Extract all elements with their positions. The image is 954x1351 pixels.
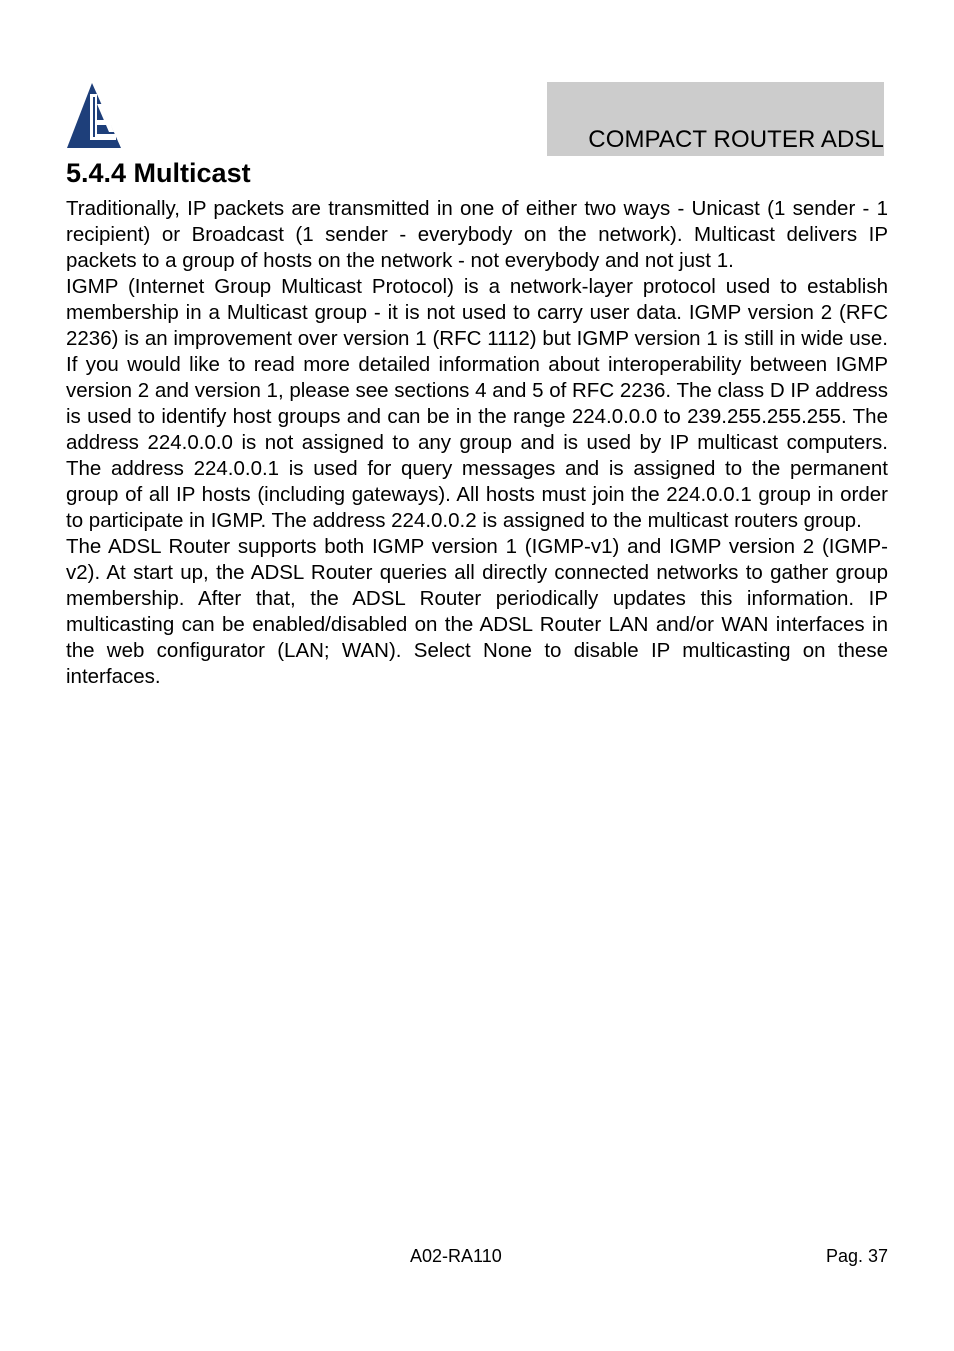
header-title-box [547,82,884,156]
footer-model-code: A02-RA110 [410,1246,502,1266]
paragraph-adsl-router-support: The ADSL Router supports both IGMP version 1 (IGMP-v1) and IGMP version 2 (IGMP-v2). At start up, the ADSL Router queries all directly connected networks to gather group membership. After that, the ADSL Router periodically updates this information. IP multicasting can be enabled/disabled on the ADSL Router LAN and/or WAN interfaces in the web configurator (LAN; WAN). Select None to disable IP multicasting on these interfaces. [66,535,888,688]
paragraph-igmp: IGMP (Internet Group Multicast Protocol) is a network-layer protocol used to establish membership in a Multicast group - it is not used to carry user data. IGMP version 2 (RFC 2236) is an improvement over version 1 (RFC 1112) but IGMP version 1 is still in wide use. If you would like to read more detailed information about interoperability between IGMP version 2 and version 1, please see sections 4 and 5 of RFC 2236. The class D IP address is used to identify host groups and can be in the range 224.0.0.0 to 239.255.255.255. The address 224.0.0.0 is not assigned to any group and is used by IP multicast computers. The address 224.0.0.1 is used for query messages and is assigned to the permanent group of all IP hosts (including gateways). All hosts must join the 224.0.0.1 group in order to participate in IGMP. The address 224.0.0.2 is assigned to the multicast routers group. [66,275,888,532]
section-body [66,196,888,690]
paragraph-unicast-broadcast: Traditionally, IP packets are transmitted in one of either two ways - Unicast (1 sender - 1 recipient) or Broadcast (1 sender - everybody on the network). Multicast delivers IP packets to a group of hosts on the network - not everybody and not just 1. [66,197,888,272]
section-heading: 5.4.4 Multicast [66,158,251,188]
atlantis-logo-icon [66,82,126,150]
document-title: COMPACT ROUTER ADSL [588,126,884,153]
footer-page-number: Pag. 37 [825,1246,888,1266]
